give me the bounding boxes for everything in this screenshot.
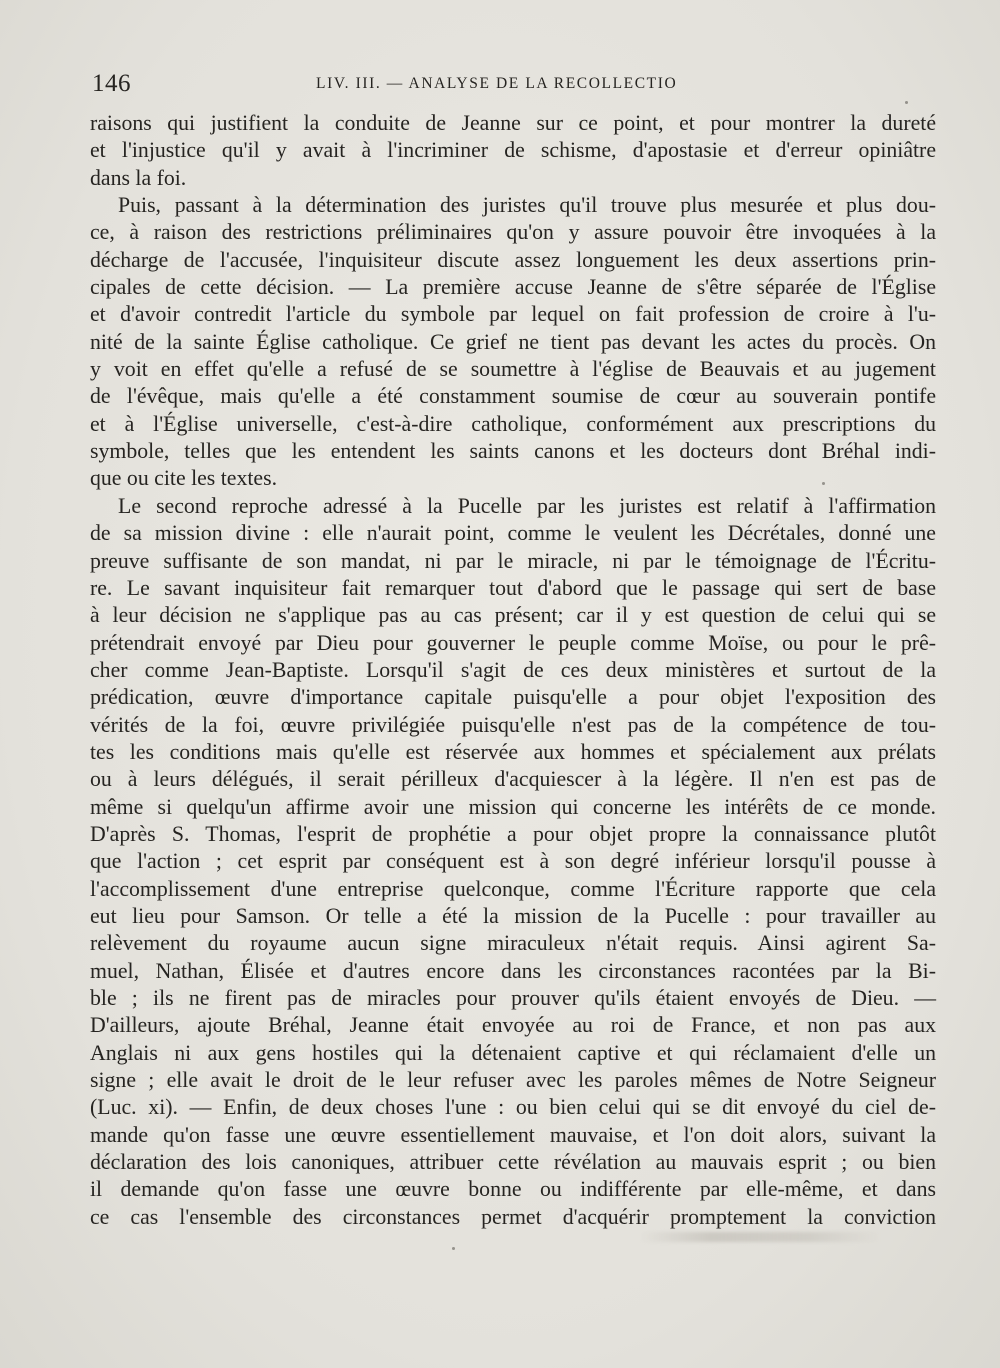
text-line: que ou cite les textes. <box>90 466 278 491</box>
text-line: prédication, œuvre d'importance capitale puisqu'elle a pour objet l'exposition des <box>90 685 936 710</box>
text-line: il demande qu'on fasse une œuvre bonne ou indifférente par elle-même, et dans <box>90 1177 936 1202</box>
text-line: ou à leurs délégués, il serait périlleux d'acquiescer à la légère. Il n'en est pas de <box>90 767 936 792</box>
paragraph-2 <box>90 192 936 493</box>
ink-speck <box>452 1247 455 1250</box>
text-line: déclaration des lois canoniques, attribuer cette révélation au mauvais esprit ; ou bien <box>90 1150 936 1175</box>
text-line: dans la foi. <box>90 165 187 190</box>
text-line: à leur décision ne s'applique pas au cas présent; car il y est question de celui qui se <box>90 603 936 628</box>
text-line: prétendrait envoyé par Dieu pour gouverner le peuple comme Moïse, ou pour le prê- <box>90 630 936 655</box>
text-line: vérités de la foi, œuvre privilégiée puisqu'elle n'est pas de la compétence de tou- <box>90 712 936 737</box>
text-line: cher comme Jean-Baptiste. Lorsqu'il s'agit de ces deux ministères et surtout de la <box>90 657 936 682</box>
text-line: nité de la sainte Église catholique. Ce grief ne tient pas devant les actes du procès. On <box>90 329 936 354</box>
running-title: LIV. III. — ANALYSE DE LA RECOLLECTIO <box>316 75 678 92</box>
text-line: re. Le savant inquisiteur fait remarquer tout d'abord que le passage qui sert de base <box>90 575 936 600</box>
text-line: raisons qui justifient la conduite de Jeanne sur ce point, et pour montrer la dureté <box>90 111 936 135</box>
text-line: D'ailleurs, ajoute Bréhal, Jeanne était envoyée au roi de France, et non pas aux <box>90 1013 936 1038</box>
text-line: mande qu'on fasse une œuvre essentiellement mauvaise, et l'on doit alors, suivant la <box>90 1122 936 1147</box>
text-line: de l'évêque, mais qu'elle a été constamment soumise de cœur au souverain pontife <box>90 384 936 409</box>
text-line: et d'avoir contredit l'article du symbole par lequel on fait profession de croire à l'u- <box>90 302 936 327</box>
text-line: ce, à raison des restrictions préliminaires qu'on y assure pouvoir être invoquées à la <box>90 220 936 245</box>
text-line: l'accomplissement d'une entreprise quelconque, comme l'Écriture rapporte que cela <box>90 876 936 901</box>
text-line: symbole, telles que les entendent les saints canons et les docteurs dont Bréhal indi- <box>90 439 936 464</box>
text-line: signe ; elle avait le droit de le leur refuser avec les paroles mêmes de Notre Seigneur <box>90 1068 936 1093</box>
text-line: décharge de l'accusée, l'inquisiteur discute assez longuement les deux assertions prin- <box>90 247 936 272</box>
text-line: relèvement du royaume aucun signe miraculeux n'était requis. Ainsi agirent Sa- <box>90 931 936 956</box>
text-line: tes les conditions mais qu'elle est réservée aux hommes et spécialement aux prélats <box>90 739 936 764</box>
text-line: y voit en effet qu'elle a refusé de se soumettre à l'église de Beauvais et au jugement <box>90 357 936 382</box>
text-line: que l'action ; cet esprit par conséquent est à son degré inférieur lorsqu'il pousse à <box>90 849 936 874</box>
text-line: preuve suffisante de son mandat, ni par le miracle, ni par le témoignage de l'Écritu- <box>90 548 936 573</box>
running-head <box>90 70 940 100</box>
text-line: D'après S. Thomas, l'esprit de prophétie a pour objet propre la connaissance plutôt <box>90 821 936 846</box>
page-number: 146 <box>92 70 131 97</box>
text-line: Anglais ni aux gens hostiles qui la détenaient captive et qui réclamaient d'elle un <box>90 1040 936 1065</box>
text-line: et à l'Église universelle, c'est-à-dire catholique, conformément aux prescriptions du <box>90 411 936 436</box>
text-line: et l'injustice qu'il y avait à l'incriminer de schisme, d'apostasie et d'erreur opiniâtre <box>90 138 936 163</box>
text-line: ce cas l'ensemble des circonstances permet d'acquérir promptement la conviction <box>90 1204 936 1229</box>
print-smudge <box>640 1232 880 1242</box>
paragraph-1 <box>90 110 936 192</box>
text-line: cipales de cette décision. — La première accuse Jeanne de s'être séparée de l'Église <box>90 275 936 300</box>
ink-speck <box>822 482 825 485</box>
body-text <box>90 110 936 1231</box>
text-line: de sa mission divine : elle n'aurait point, comme le veulent les Décrétales, donné une <box>90 521 936 546</box>
ink-speck <box>905 101 908 104</box>
paragraph-3 <box>90 493 936 1231</box>
text-line: eut lieu pour Samson. Or telle a été la mission de la Pucelle : pour travailler au <box>90 903 936 928</box>
text-line: muel, Nathan, Élisée et d'autres encore dans les circonstances racontées par la Bi- <box>90 958 936 983</box>
text-line: Le second reproche adressé à la Pucelle par les juristes est relatif à l'affirmation <box>118 493 936 518</box>
text-line: (Luc. xi). — Enfin, de deux choses l'une : ou bien celui qui se dit envoyé du ciel de- <box>90 1095 936 1120</box>
text-line: ble ; ils ne firent pas de miracles pour prouver qu'ils étaient envoyés de Dieu. — <box>90 986 936 1010</box>
text-line: Puis, passant à la détermination des juristes qu'il trouve plus mesurée et plus dou- <box>118 193 936 218</box>
text-line: même si quelqu'un affirme avoir une mission qui concerne les intérêts de ce monde. <box>90 794 936 819</box>
